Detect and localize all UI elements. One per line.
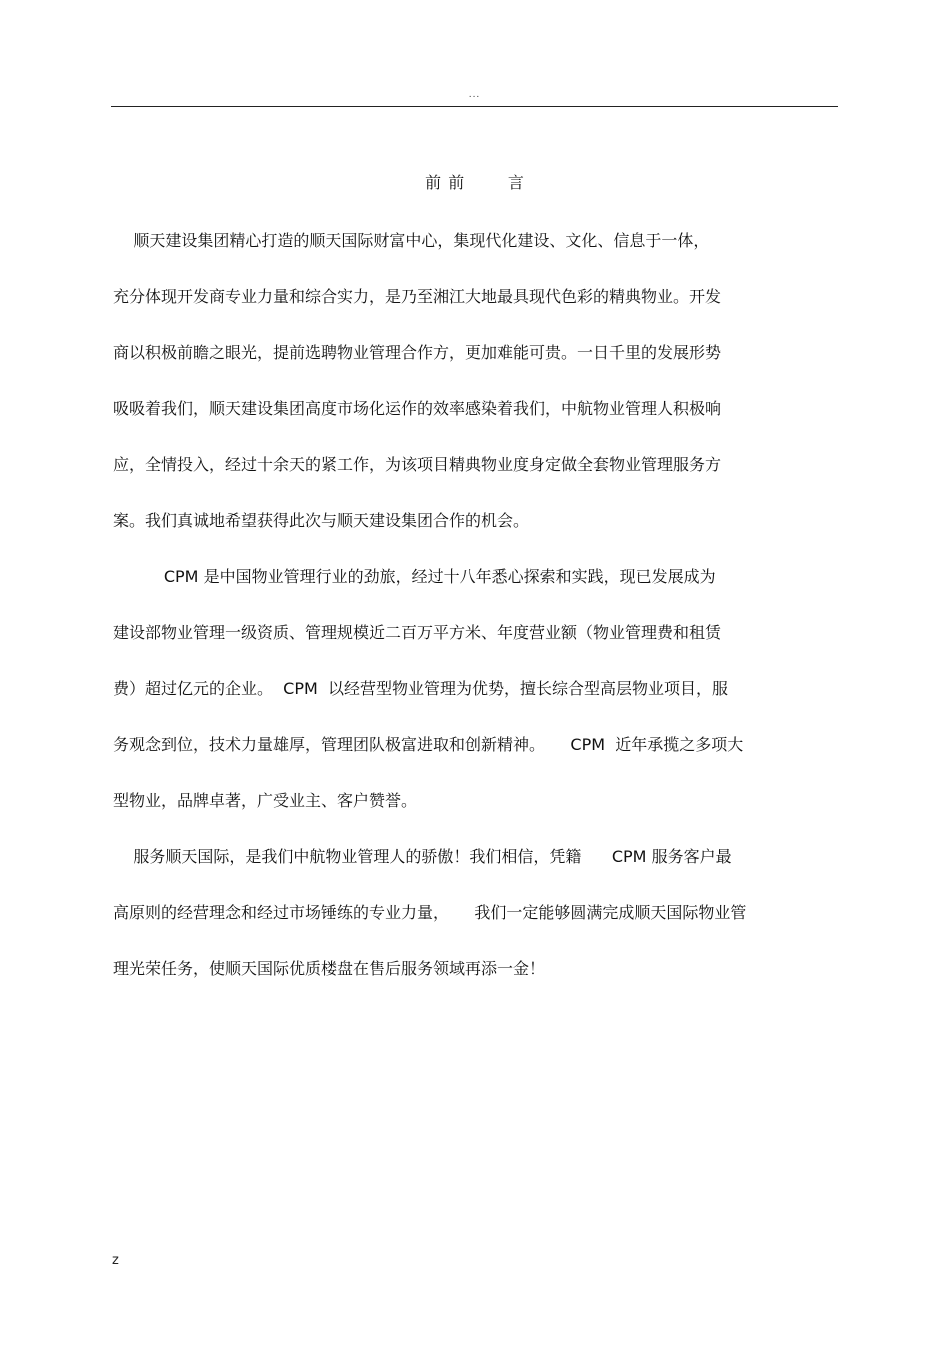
paragraph-1-line-2: 充分体现开发商专业力量和综合实力，是乃至湘江大地最具现代色彩的精典物业。开发 — [113, 287, 722, 306]
footer-mark: z — [112, 1253, 119, 1268]
paragraph-1-line-4: 吸吸着我们，顺天建设集团高度市场化运作的效率感染着我们，中航物业管理人积极响 — [113, 399, 722, 418]
paragraph-1-line-3: 商以积极前瞻之眼光，提前选聘物业管理合作方，更加难能可贵。一日千里的发展形势 — [113, 343, 722, 362]
paragraph-2-line-4: 务观念到位，技术力量雄厚，管理团队极富进取和创新精神。 CPM 近年承揽之多项大 — [113, 735, 744, 754]
paragraph-2-line-5: 型物业，品牌卓著，广受业主、客户赞誉。 — [113, 791, 418, 810]
document-title: 前 前 言 — [425, 173, 525, 192]
paragraph-2-line-3: 费）超过亿元的企业。 CPM 以经营型物业管理为优势，擅长综合型高层物业项目，服 — [113, 679, 728, 698]
header-mark: ... — [468, 90, 481, 100]
paragraph-3-line-3: 理光荣任务，使顺天国际优质楼盘在售后服务领域再添一金！ — [113, 959, 546, 978]
paragraph-1-line-5: 应，全情投入，经过十余天的紧工作，为该项目精典物业度身定做全套物业管理服务方 — [113, 455, 722, 474]
paragraph-3-line-1: 服务顺天国际，是我们中航物业管理人的骄傲！我们相信，凭籍 CPM 服务客户最 — [113, 847, 732, 866]
page-header — [111, 88, 838, 107]
paragraph-2-line-1: CPM 是中国物业管理行业的劲旅，经过十八年悉心探索和实践，现已发展成为 — [113, 567, 716, 586]
paragraph-1-line-6: 案。我们真诚地希望获得此次与顺天建设集团合作的机会。 — [113, 511, 530, 530]
paragraph-2-line-2: 建设部物业管理一级资质、管理规模近二百万平方米、年度营业额（物业管理费和租赁 — [113, 623, 722, 642]
paragraph-3-line-2: 高原则的经营理念和经过市场锤练的专业力量， 我们一定能够圆满完成顺天国际物业管 — [113, 903, 747, 922]
paragraph-1-line-1: 顺天建设集团精心打造的顺天国际财富中心，集现代化建设、文化、信息于一体， — [113, 231, 710, 250]
